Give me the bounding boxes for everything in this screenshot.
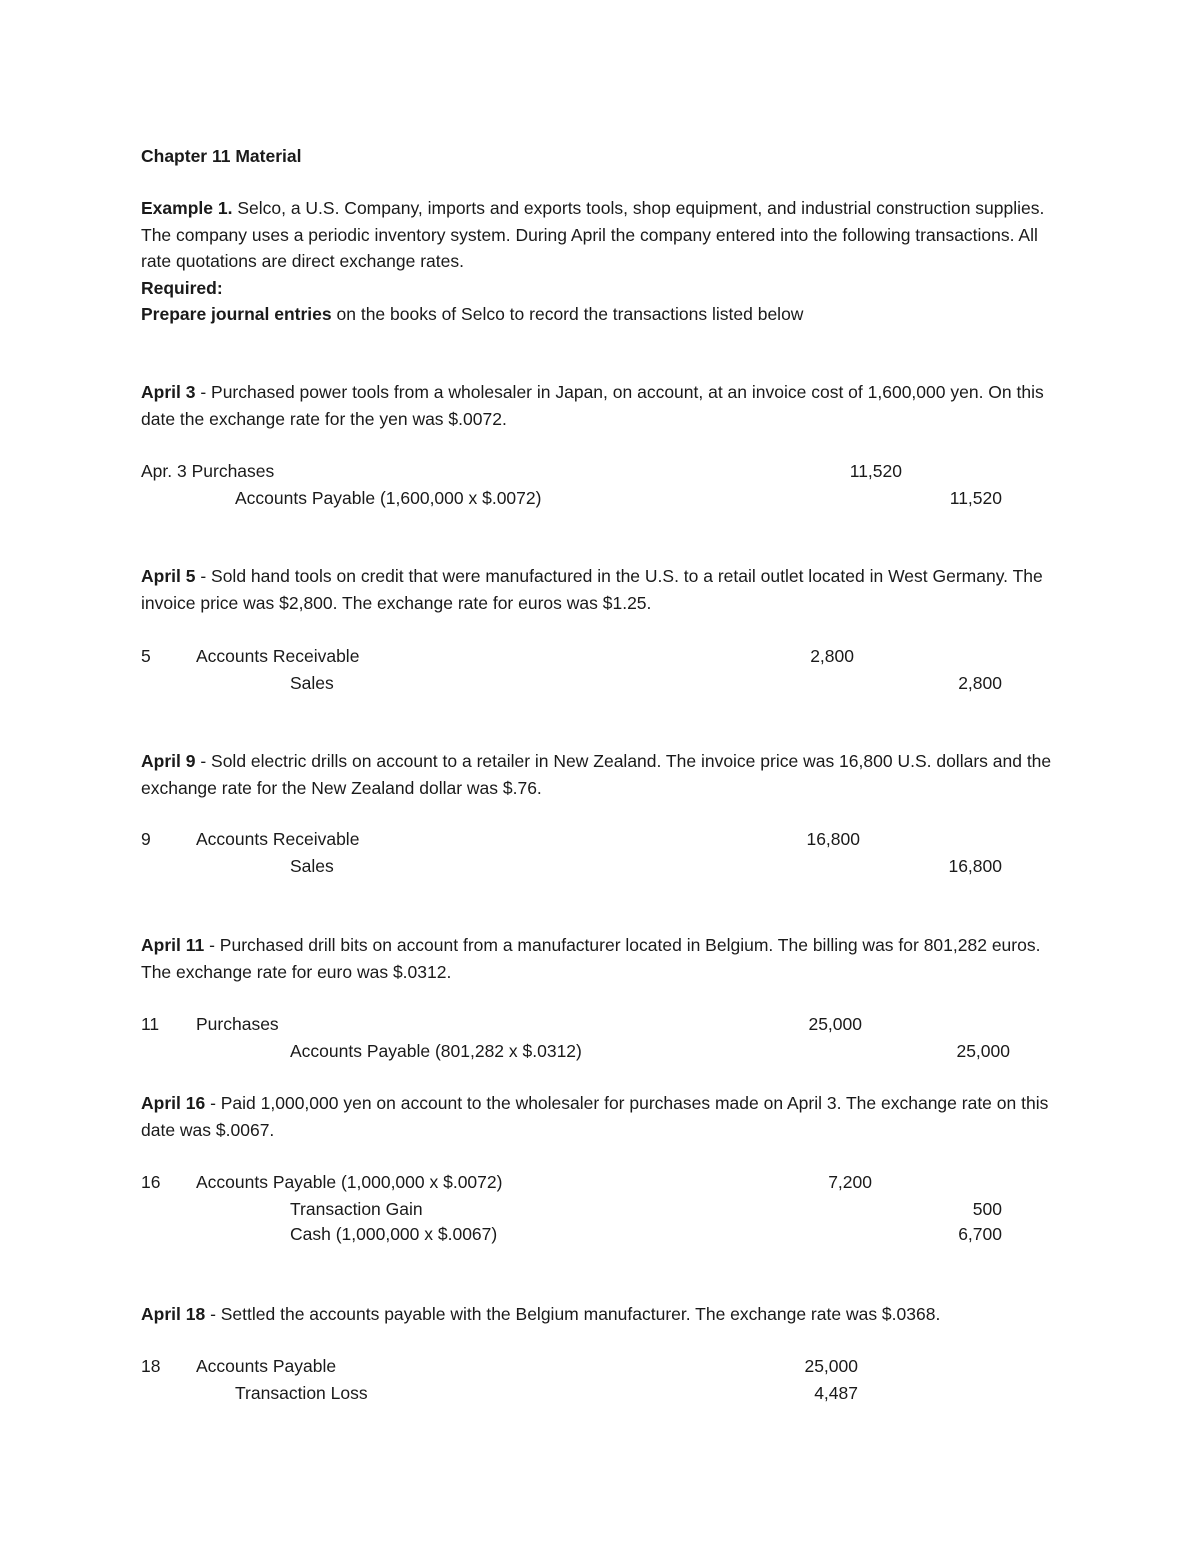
- entry-date: 5: [141, 646, 151, 666]
- entry-account: Transaction Loss: [235, 1383, 368, 1403]
- entry-account: Accounts Receivable: [196, 646, 360, 666]
- instruction-text: on the books of Selco to record the transactions listed below: [331, 304, 804, 324]
- entry-debit: 2,800: [810, 646, 854, 666]
- entry-account: Accounts Payable (801,282 x $.0312): [290, 1041, 582, 1061]
- entry-account: Cash (1,000,000 x $.0067): [290, 1224, 498, 1244]
- entry-account: Accounts Payable: [196, 1356, 337, 1376]
- entry-credit: 500: [972, 1199, 1002, 1219]
- entry-date: 16: [141, 1172, 161, 1192]
- transaction-april-5: [141, 563, 1061, 616]
- required-label: Required:: [141, 277, 223, 298]
- example-label: Example 1.: [141, 198, 233, 218]
- transaction-april-18: [141, 1301, 1061, 1328]
- entry-credit: 11,520: [949, 488, 1002, 508]
- transaction-text: - Purchased drill bits on account from a manufacturer located in Belgium. The billing was for 801,282 euros. The exchange rate for euro was $.0312.: [141, 935, 1041, 982]
- transaction-april-9: [141, 748, 1061, 801]
- entry-credit: 6,700: [958, 1224, 1002, 1244]
- transaction-label: April 5: [141, 566, 196, 586]
- entry-date: 11: [141, 1014, 160, 1034]
- transaction-april-16: [141, 1090, 1061, 1143]
- page-title: Chapter 11 Material: [141, 146, 302, 166]
- entry-account: Accounts Payable (1,000,000 x $.0072): [196, 1172, 503, 1192]
- entry-account: Sales: [290, 673, 334, 693]
- intro-text: Selco, a U.S. Company, imports and exports tools, shop equipment, and industrial construction supplies. The company uses a periodic inventory system. During April the company entered into the following transactions. All rate quotations are direct exchange rates.: [141, 198, 1045, 271]
- intro-paragraph: [141, 195, 1061, 328]
- entry-date: Apr. 3 Purchases: [141, 461, 275, 481]
- transaction-text: - Sold electric drills on account to a retailer in New Zealand. The invoice price was 16,800 U.S. dollars and the exchange rate for the New Zealand dollar was $.76.: [141, 751, 1052, 798]
- transaction-label: April 3: [141, 382, 196, 402]
- transaction-text: - Sold hand tools on credit that were manufactured in the U.S. to a retail outlet located in West Germany. The invoice price was $2,800. The exchange rate for euros was $1.25.: [141, 566, 1043, 613]
- entry-credit: 16,800: [948, 856, 1002, 876]
- transaction-april-11: [141, 932, 1061, 985]
- entry-debit: 16,800: [806, 829, 860, 849]
- entry-credit: 2,800: [958, 673, 1002, 693]
- entry-account: Accounts Receivable: [196, 829, 360, 849]
- transaction-april-3: [141, 379, 1061, 432]
- transaction-label: April 9: [141, 751, 196, 771]
- transaction-label: April 16: [141, 1093, 206, 1113]
- transaction-label: April 11: [141, 935, 205, 955]
- entry-debit: 7,200: [828, 1172, 872, 1192]
- transaction-label: April 18: [141, 1304, 206, 1324]
- entry-debit: 4,487: [814, 1383, 858, 1403]
- entry-account: Transaction Gain: [290, 1199, 423, 1219]
- entry-account: Accounts Payable (1,600,000 x $.0072): [235, 488, 542, 508]
- entry-credit: 25,000: [956, 1041, 1010, 1061]
- entry-date: 9: [141, 829, 151, 849]
- entry-debit: 25,000: [804, 1356, 858, 1376]
- instruction-bold: Prepare journal entries: [141, 304, 332, 324]
- entry-debit: 11,520: [849, 461, 902, 481]
- entry-date: 18: [141, 1356, 161, 1376]
- entry-debit: 25,000: [808, 1014, 862, 1034]
- transaction-text: - Purchased power tools from a wholesaler in Japan, on account, at an invoice cost of 1,600,000 yen. On this date the exchange rate for the yen was $.0072.: [141, 382, 1044, 429]
- entry-account: Purchases: [196, 1014, 279, 1034]
- transaction-text: - Settled the accounts payable with the Belgium manufacturer. The exchange rate was $.0368.: [205, 1304, 941, 1324]
- entry-account: Sales: [290, 856, 334, 876]
- transaction-text: - Paid 1,000,000 yen on account to the wholesaler for purchases made on April 3. The exchange rate on this date was $.0067.: [141, 1093, 1049, 1140]
